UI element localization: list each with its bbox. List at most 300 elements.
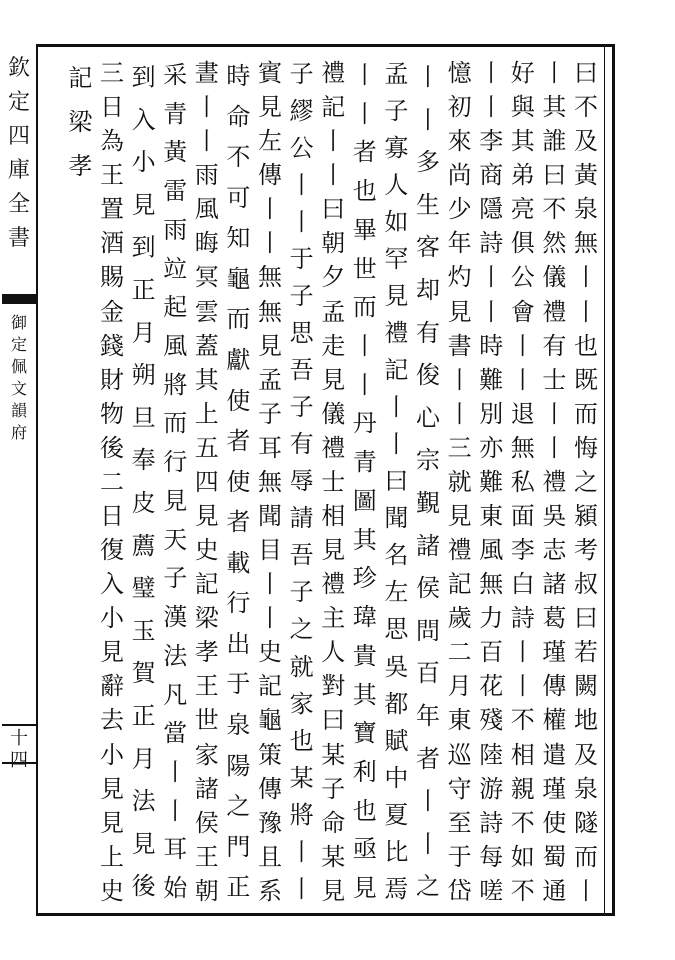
text-char: 也 [352,796,377,825]
text-char: 王 [194,672,219,701]
text-char: 丨 [163,796,188,825]
text-char: 者 [226,427,251,456]
gutter-char: 御 [10,313,27,332]
text-char: 見 [163,486,188,515]
text-char: 見 [100,774,124,803]
text-char: 青 [352,448,377,477]
text-char: 三 [100,59,124,87]
text-char: 家 [194,740,219,769]
text-char: 圖 [352,486,377,515]
text-char: 世 [352,254,377,283]
text-char: 辱 [289,467,314,496]
text-char: 正 [131,275,156,304]
text-char: 傳 [258,774,282,803]
text-char: 月 [447,672,472,701]
text-char: 不 [542,195,567,224]
text-char: 丨 [194,93,219,122]
text-char: 曰 [574,59,598,87]
text-char: 私 [510,467,535,496]
text-char: 無 [479,570,504,599]
text-char: 會 [510,297,535,326]
text-char: 出 [226,629,251,658]
text-char: 亟 [352,835,377,864]
text-char: 無 [258,467,282,496]
text-char: 歲 [447,604,472,633]
text-char: 其 [194,365,219,394]
text-char: 少 [447,195,472,224]
text-char: 豫 [258,808,282,837]
text-char: 禮 [321,59,346,87]
text-char: 李 [479,127,504,156]
text-char: 雨 [163,215,188,244]
text-char: 見 [258,93,282,122]
text-char: 史 [194,536,219,565]
text-char: 耳 [163,835,188,864]
text-char: 物 [100,399,124,428]
text-char: 士 [321,467,346,496]
text-char: 李 [510,536,535,565]
text-char: 傳 [542,672,567,701]
text-char: 風 [479,536,504,565]
text-char: 丨 [258,604,282,633]
text-char: 獻 [226,345,251,374]
left-frame-rule [36,44,38,916]
text-char: 也 [352,177,377,206]
text-char: 知 [226,224,251,253]
text-char: 丨 [384,430,409,459]
text-char: 丨 [289,208,314,237]
text-char: 諸 [416,531,440,560]
text-char: 既 [574,365,598,394]
text-char: 而 [226,305,251,334]
text-char: 入 [100,570,124,599]
text-char: 曰 [542,161,567,190]
text-char: 朝 [194,876,219,905]
text-char: 守 [447,774,472,803]
text-char: 宗 [416,446,440,475]
text-char: 孟 [258,365,282,394]
text-char: 有 [542,331,567,360]
text-char: 丨 [479,297,504,326]
text-char: 蜀 [542,842,567,871]
text-char: 問 [416,616,440,645]
text-char: 亦 [479,433,504,462]
text-char: 畢 [352,215,377,244]
text-char: 使 [542,808,567,837]
gutter-char: 文 [10,379,27,398]
text-char: 門 [226,832,251,861]
text-char: 後 [131,872,156,901]
text-char: 嗟 [479,876,504,905]
text-char: 丨 [479,93,504,122]
text-char: 侯 [194,808,219,837]
text-char: 命 [226,102,251,131]
text-char: 法 [131,787,156,816]
text-char: 諸 [542,570,567,599]
text-char: 也 [289,726,314,755]
text-char: 丨 [542,433,567,462]
text-char: 罕 [384,245,409,274]
text-char: 見 [321,876,346,905]
text-char: 不 [574,93,598,122]
text-char: 竝 [163,254,188,283]
text-char: 將 [289,800,314,829]
text-char: 其 [352,525,377,554]
text-char: 朔 [131,361,156,390]
text-char: 見 [321,365,346,394]
text-char: 瑋 [352,603,377,632]
text-char: 瑾 [542,638,567,667]
text-char: 有 [416,318,440,347]
text-char: 比 [384,837,409,866]
text-char: 青 [163,99,188,128]
text-char: 禮 [542,467,567,496]
text-char: 百 [479,638,504,667]
text-char: 丨 [542,399,567,428]
text-char: 記 [194,570,219,599]
text-char: 朝 [321,229,346,258]
text-char: 復 [100,536,124,565]
text-char: 玉 [131,616,156,645]
text-char: 詩 [510,604,535,633]
text-char: 叔 [574,570,598,599]
text-char: 雷 [163,177,188,206]
text-char: 丨 [384,393,409,422]
text-char: 聞 [384,504,409,533]
text-char: 詩 [479,808,504,837]
text-column [60,56,100,912]
text-char: 于 [289,245,314,274]
text-char: 賀 [131,659,156,688]
text-char: 采 [163,61,188,89]
text-char: 為 [100,127,124,156]
text-char: 尚 [447,161,472,190]
text-char: 禮 [542,297,567,326]
text-char: 丨 [163,757,188,786]
text-char: 金 [100,297,124,326]
text-char: 遣 [542,740,567,769]
text-char: 陽 [226,751,251,780]
text-char: 孝 [194,638,219,667]
text-char: 丨 [416,105,440,134]
text-char: 陸 [479,740,504,769]
gutter-book-title [4,52,34,292]
text-char: 子 [321,774,346,803]
text-char: 力 [479,604,504,633]
text-char: 白 [510,570,535,599]
text-char: 無 [510,433,535,462]
text-char: 瑾 [542,774,567,803]
text-char: 皮 [131,488,156,517]
text-char: 將 [163,370,188,399]
text-char: 賜 [100,263,124,292]
text-char: 弟 [510,161,535,190]
text-char: 而 [574,399,598,428]
text-char: 孟 [384,60,409,88]
text-char: 思 [384,615,409,644]
text-char: 丨 [289,171,314,200]
text-char: 梁 [194,604,219,633]
text-char: 三 [447,433,472,462]
text-char: 記 [321,93,346,122]
text-char: 之 [416,872,440,901]
text-char: 珍 [352,564,377,593]
text-char: 上 [194,399,219,428]
text-char: 小 [100,604,124,633]
text-char: 丹 [352,409,377,438]
text-char: 見 [352,874,377,903]
text-char: 書 [447,331,472,360]
text-char: 見 [131,829,156,858]
text-char: 子 [163,564,188,593]
text-char: 覲 [416,488,440,517]
text-char: 財 [100,365,124,394]
text-char: 錢 [100,331,124,360]
text-char: 冥 [194,263,219,292]
text-char: 吾 [289,541,314,570]
text-char: 不 [510,706,535,735]
text-char: 地 [574,706,598,735]
text-char: 者 [226,508,251,537]
text-char: 丨 [352,99,377,128]
text-char: 酒 [100,229,124,258]
text-char: 後 [100,433,124,462]
text-char: 風 [163,332,188,361]
text-char: 四 [194,467,219,496]
text-char: 如 [510,842,535,871]
text-char: 相 [510,740,535,769]
text-char: 之 [574,467,598,496]
text-char: 丨 [416,829,440,858]
text-char: 月 [131,318,156,347]
text-char: 雨 [194,161,219,190]
text-char: 來 [447,127,472,156]
text-char: 不 [226,143,251,172]
text-char: 雲 [194,297,219,326]
text-char: 見 [321,536,346,565]
text-char: 載 [226,548,251,577]
text-char: 主 [321,604,346,633]
text-char: 丨 [321,127,346,156]
text-char: 龜 [226,264,251,293]
text-char: 也 [574,331,598,360]
text-char: 記 [68,64,93,92]
text-char: 吳 [384,652,409,681]
text-char: 記 [258,672,282,701]
text-char: 士 [542,365,567,394]
text-char: 多 [416,148,440,177]
text-char: 俱 [510,229,535,258]
gutter-char: 佩 [10,357,27,376]
text-char: 王 [194,842,219,871]
text-char: 丨 [194,127,219,156]
text-char: 梁 [68,108,93,136]
text-char: 與 [510,93,535,122]
text-char: 日 [100,502,124,531]
text-char: 公 [510,263,535,292]
text-char: 葛 [542,604,567,633]
text-char: 通 [542,876,567,905]
text-char: 而 [574,842,598,871]
text-char: 諸 [194,774,219,803]
text-char: 志 [542,536,567,565]
text-char: 子 [258,399,282,428]
text-char: 百 [416,659,440,688]
text-char: 見 [258,331,282,360]
text-char: 泉 [226,711,251,739]
text-char: 始 [163,874,188,903]
text-char: 丨 [289,837,314,866]
text-char: 二 [447,638,472,667]
text-char: 泉 [574,774,598,803]
text-char: 潁 [574,502,598,531]
text-char: 見 [384,282,409,311]
text-char: 心 [416,403,440,432]
gutter-char: 庫 [7,158,30,183]
text-char: 中 [384,763,409,792]
text-char: 世 [194,706,219,735]
text-char: 丨 [510,331,535,360]
text-char: 見 [100,808,124,837]
text-char: 見 [131,190,156,219]
text-char: 岱 [447,876,472,905]
text-char: 年 [416,701,440,730]
text-char: 丨 [574,263,598,292]
text-char: 侯 [416,574,440,603]
text-char: 吾 [289,356,314,385]
text-char: 時 [479,331,504,360]
text-char: 正 [226,873,251,902]
text-char: 可 [226,183,251,212]
text-char: 某 [289,763,314,792]
text-char: 退 [510,399,535,428]
text-char: 相 [321,502,346,531]
gutter-char: 書 [7,226,30,251]
text-char: 薦 [131,531,156,560]
gutter-char: 四 [7,124,30,149]
text-char: 其 [352,680,377,709]
text-char: 丨 [416,787,440,816]
text-char: 走 [321,331,346,360]
text-char: 晝 [194,59,219,87]
text-char: 到 [131,63,156,91]
text-char: 誰 [542,127,567,156]
text-char: 吳 [542,502,567,531]
text-char: 龜 [258,706,282,735]
text-char: 曰 [384,467,409,496]
text-char: 策 [258,740,282,769]
text-char: 人 [321,638,346,667]
text-char: 璧 [131,574,156,603]
text-char: 禮 [321,570,346,599]
text-char: 奉 [131,446,156,475]
text-char: 丨 [510,365,535,394]
gutter-char: 四 [10,750,28,771]
text-char: 當 [163,719,188,748]
text-char: 者 [416,744,440,773]
text-char: 繆 [289,97,314,126]
text-char: 隧 [574,808,598,837]
text-char: 耳 [258,433,282,462]
text-char: 漢 [163,603,188,632]
text-char: 之 [226,792,251,821]
text-char: 游 [479,774,504,803]
text-char: 月 [131,744,156,773]
text-char: 亮 [510,195,535,224]
text-char: 夏 [384,800,409,829]
text-char: 及 [574,740,598,769]
bottom-frame-rule [36,913,614,916]
text-char: 五 [194,433,219,462]
text-char: 丨 [352,61,377,89]
text-char: 丨 [510,672,535,701]
text-char: 而 [352,293,377,322]
text-char: 公 [289,134,314,163]
text-char: 利 [352,757,377,786]
text-char: 天 [163,525,188,554]
text-char: 隱 [479,195,504,224]
text-char: 其 [542,93,567,122]
text-char: 詩 [479,229,504,258]
text-char: 某 [321,740,346,769]
text-char: 曰 [321,706,346,735]
text-char: 傳 [258,161,282,190]
gutter-char: 十 [10,728,28,749]
text-char: 置 [100,195,124,224]
text-char: 丨 [258,570,282,599]
text-char: 巡 [447,740,472,769]
text-char: 權 [542,706,567,735]
top-frame-rule [36,44,614,47]
text-char: 王 [100,161,124,190]
text-char: 子 [289,393,314,422]
text-char: 親 [510,774,535,803]
text-char: 賓 [258,59,282,87]
text-char: 正 [131,701,156,730]
text-char: 子 [289,60,314,88]
text-char: 至 [447,808,472,837]
text-char: 就 [447,467,472,496]
text-char: 起 [163,293,188,322]
text-char: 商 [479,161,504,190]
text-char: 却 [416,275,440,304]
text-char: 如 [384,208,409,237]
text-char: 晦 [194,229,219,258]
text-char: 見 [100,638,124,667]
text-char: 系 [258,876,282,905]
text-char: 難 [479,467,504,496]
text-char: 丨 [416,63,440,91]
text-char: 難 [479,365,504,394]
text-char: 于 [226,670,251,699]
text-char: 見 [447,502,472,531]
text-char: 無 [574,229,598,258]
text-char: 某 [321,842,346,871]
text-char: 者 [352,138,377,167]
text-char: 丨 [258,229,282,258]
text-char: 蓋 [194,331,219,360]
text-char: 禮 [321,433,346,462]
gutter-char: 韻 [10,401,27,420]
text-char: 丨 [352,332,377,361]
text-char: 憶 [447,59,472,87]
text-char: 黃 [163,138,188,167]
text-char: 于 [447,842,472,871]
text-char: 丨 [574,297,598,326]
text-char: 而 [163,409,188,438]
text-char: 丨 [574,876,598,905]
text-char: 行 [163,448,188,477]
